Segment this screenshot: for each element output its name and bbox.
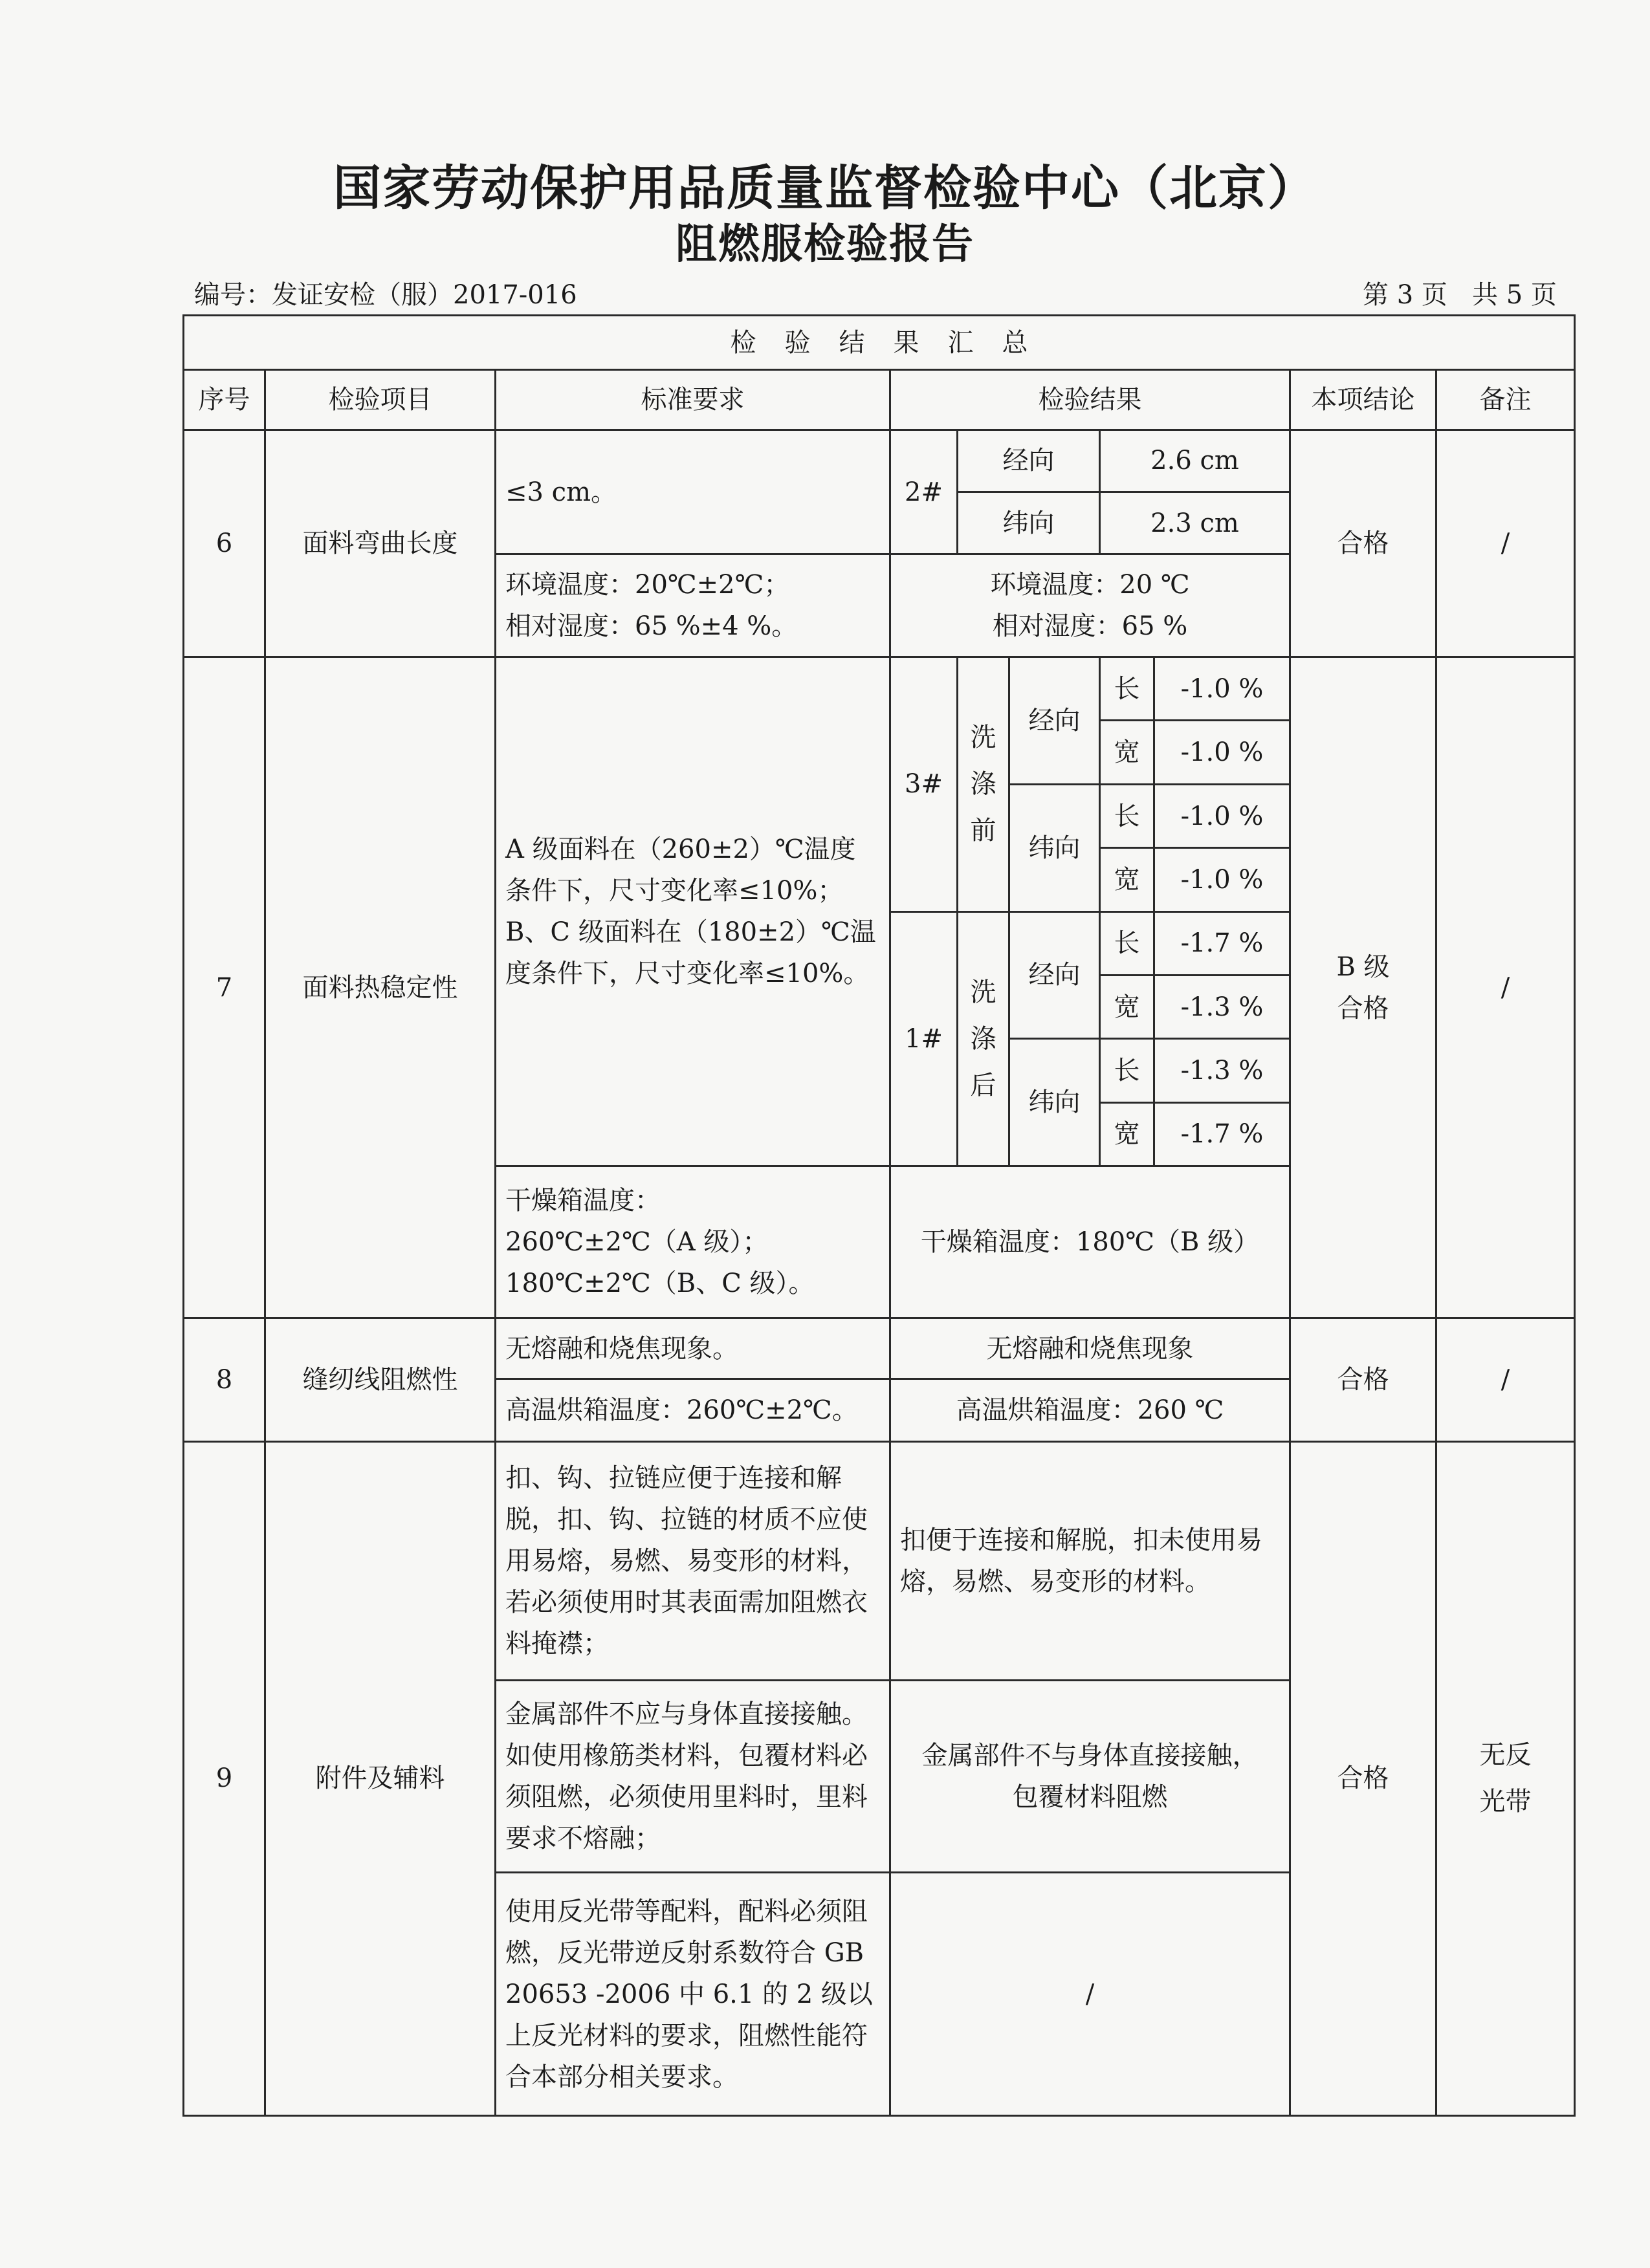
row6-weft-value: 2.3 cm [1100,492,1290,554]
report-subtitle: 阻燃服检验报告 [676,221,974,268]
row7-before-weft-wid-label: 宽 [1100,848,1154,911]
row6-item: 面料弯曲长度 [265,430,496,657]
results-table [182,314,1576,2117]
row7-after-sample: 1# [890,911,958,1166]
row9-standard-3: 使用反光带等配料，配料必须阻燃，反光带逆反射系数符合 GB 20653 -2006 中 6.1 的 2 级以上反光材料的要求，阻燃性能符合本部分相关要求。 [496,1873,890,2116]
row6-cond-res-2: 相对湿度：65 % [992,611,1188,642]
page-total: 共 5 页 [1472,280,1557,310]
row9-standard-1: 扣、钩、拉链应便于连接和解脱，扣、钩、拉链的材质不应使用易熔，易燃、易变形的材料，若必须使用时其表面需加阻燃衣料掩襟； [496,1441,890,1680]
row7-before-weft-label: 纬向 [1009,784,1100,911]
row6-cond-std-2: 相对湿度：65 %±4 %。 [505,611,798,642]
row7-conclusion-result: 合格 [1337,993,1389,1023]
row9-result-2b: 包覆材料阻燃 [1012,1782,1168,1813]
row7-oven-std-3: 180℃±2℃（B、C 级）。 [505,1269,815,1299]
row7-before-weft-wid: -1.0 % [1154,848,1290,911]
row7-before-weft-len-label: 长 [1100,784,1154,847]
row7-no: 7 [184,657,265,1318]
row7-after-weft-len-label: 长 [1100,1039,1154,1102]
row9-standard-2: 金属部件不应与身体直接接触。如使用橡筋类材料，包覆材料必须阻燃，必须使用里料时，里料要求不熔融； [496,1681,890,1873]
row6-no: 6 [184,430,265,657]
row7-after-warp-wid-label: 宽 [1100,975,1154,1038]
row7-before-sample: 3# [890,657,958,912]
row6-standard: ≤3 cm。 [496,430,890,554]
col-header-remark: 备注 [1436,370,1575,430]
row9-result-2 [890,1681,1290,1873]
col-header-conclusion: 本项结论 [1290,370,1436,430]
row6-cond-std-1: 环境温度：20℃±2℃； [505,570,790,600]
row7-before-warp-wid: -1.0 % [1154,721,1290,784]
row7-oven-std-1: 干燥箱温度： [505,1186,661,1216]
row9-result-3: / [890,1873,1290,2116]
row7-before-weft-len: -1.0 % [1154,784,1290,847]
row7-oven-standard [496,1166,890,1318]
row7-after-weft-label: 纬向 [1009,1039,1100,1166]
row6-sample: 2# [890,430,958,554]
col-header-no: 序号 [184,370,265,430]
row7-before-stage: 洗涤前 [970,723,996,846]
row7-conclusion-grade: B 级 [1336,952,1390,982]
row8-no: 8 [184,1318,265,1441]
row6-condition-result [890,554,1290,657]
row8-conclusion: 合格 [1290,1318,1436,1441]
row7-oven-result: 干燥箱温度：180℃（B 级） [890,1166,1290,1318]
row8-item: 缝纫线阻燃性 [265,1318,496,1441]
report-number: 编号：发证安检（服）2017-016 [194,280,577,310]
report-title: 国家劳动保护用品质量监督检验中心（北京） [333,160,1317,216]
row6-weft-label: 纬向 [958,492,1100,554]
row9-conclusion: 合格 [1290,1441,1436,2115]
row8-standard-2: 高温烘箱温度：260℃±2℃。 [496,1379,890,1441]
row7-after-warp-len: -1.7 % [1154,911,1290,975]
summary-title-cell [184,316,1575,370]
row8-standard-1: 无熔融和烧焦现象。 [496,1318,890,1379]
row7-conclusion [1290,657,1436,1318]
row7-after-weft-wid: -1.7 % [1154,1102,1290,1166]
col-header-standard: 标准要求 [496,370,890,430]
row9-remark: 无反光带 [1479,1740,1532,1817]
row6-condition-standard [496,554,890,657]
row7-after-weft-len: -1.3 % [1154,1039,1290,1102]
page-indicator [1363,274,1557,311]
row9-item: 附件及辅料 [265,1441,496,2115]
row7-remark: / [1436,657,1575,1318]
row8-result-2: 高温烘箱温度：260 ℃ [890,1379,1290,1441]
row9-result-2a: 金属部件不与身体直接接触， [921,1741,1259,1771]
row6-cond-res-1: 环境温度：20 ℃ [990,570,1190,600]
row7-oven-std-2: 260℃±2℃（A 级）； [505,1227,769,1258]
row7-after-warp-len-label: 长 [1100,911,1154,975]
row7-after-warp-label: 经向 [1009,911,1100,1039]
row6-warp-label: 经向 [958,430,1100,492]
row6-remark: / [1436,430,1575,657]
row8-remark: / [1436,1318,1575,1441]
row9-remark-cell [1436,1441,1575,2115]
row6-warp-value: 2.6 cm [1100,430,1290,492]
row9-no: 9 [184,1441,265,2115]
row7-before-warp-wid-label: 宽 [1100,721,1154,784]
row7-item: 面料热稳定性 [265,657,496,1318]
summary-title: 检验结果汇总 [730,327,1057,358]
row7-before-warp-len-label: 长 [1100,657,1154,721]
row7-before-stage-cell [958,657,1009,912]
row7-after-warp-wid: -1.3 % [1154,975,1290,1038]
col-header-result: 检验结果 [890,370,1290,430]
row7-before-warp-len: -1.0 % [1154,657,1290,721]
col-header-item: 检验项目 [265,370,496,430]
row7-standard: A 级面料在（260±2）℃温度条件下，尺寸变化率≤10%；B、C 级面料在（180±2）℃温度条件下，尺寸变化率≤10%。 [496,657,890,1166]
row6-conclusion: 合格 [1290,430,1436,657]
row9-result-1: 扣便于连接和解脱，扣未使用易熔，易燃、易变形的材料。 [890,1441,1290,1680]
row7-before-warp-label: 经向 [1009,657,1100,785]
row7-after-weft-wid-label: 宽 [1100,1102,1154,1166]
row7-after-stage-cell [958,911,1009,1166]
page-current: 第 3 页 [1363,280,1447,310]
row8-result-1: 无熔融和烧焦现象 [890,1318,1290,1379]
row7-after-stage: 洗涤后 [970,977,996,1100]
